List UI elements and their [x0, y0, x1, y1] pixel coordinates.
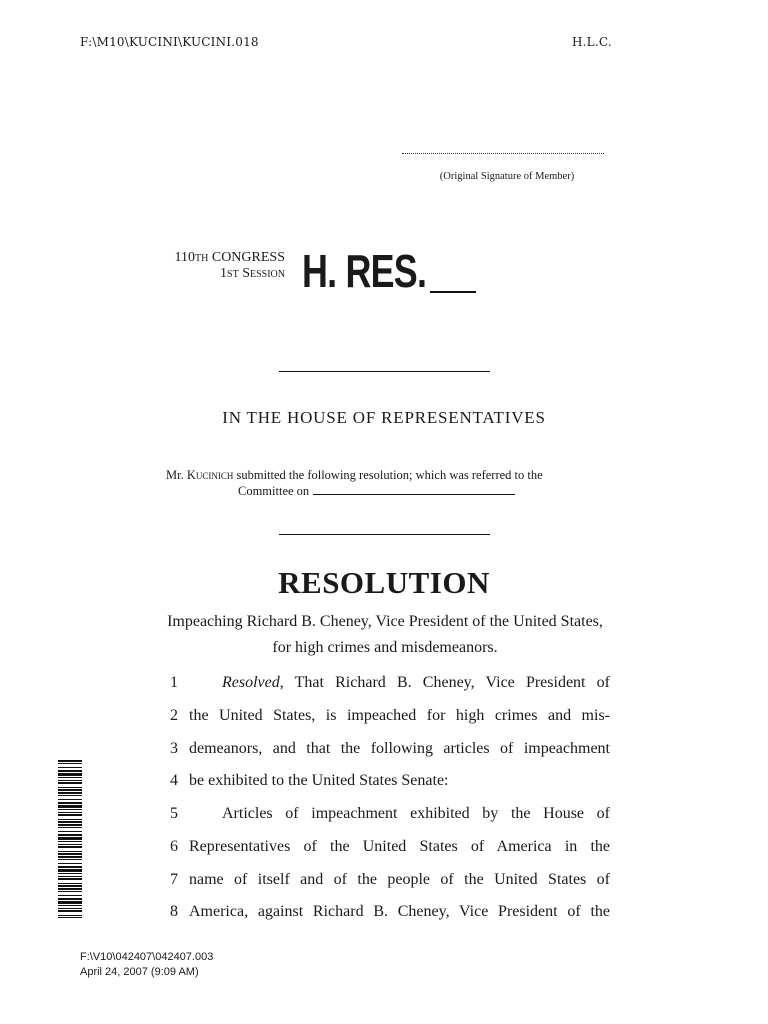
resolved-word: Resolved — [222, 674, 280, 691]
congress-session-block — [150, 250, 285, 282]
line-number: 5 — [170, 805, 178, 822]
congress-suffix: th — [195, 250, 209, 265]
barcode-image — [58, 760, 82, 918]
header-file-path: F:\M10\KUCINI\KUCINI.018 — [80, 35, 259, 49]
session-suffix: st — [227, 266, 239, 281]
congress-line — [150, 250, 285, 266]
committee-blank — [313, 482, 515, 495]
text-line: name of itself and of the people of the United States of — [189, 871, 610, 888]
congress-word: CONGRESS — [211, 250, 285, 265]
text-line: the United States, is impeached for high crimes and mis- — [189, 707, 610, 724]
line-number: 4 — [170, 772, 178, 789]
text-line — [189, 674, 610, 692]
line-content: Articles of impeachment exhibited by the House of — [222, 805, 610, 822]
divider-rule — [279, 371, 490, 372]
signature-label: (Original Signature of Member) — [439, 171, 575, 182]
line-number: 8 — [170, 903, 178, 920]
committee-line — [238, 482, 515, 499]
purpose-statement: Impeaching Richard B. Cheney, Vice President of the United States, for high crimes and misdemeanors. — [167, 613, 603, 656]
bill-type: H. RES. — [302, 245, 427, 297]
session-number: 1 — [220, 266, 228, 281]
committee-label: Committee on — [238, 484, 310, 498]
footer-date: April 24, 2007 (9:09 AM) — [80, 966, 199, 978]
congress-number: 110 — [174, 250, 196, 265]
text-line: America, against Richard B. Cheney, Vice President of the — [189, 903, 610, 920]
footer-file-path: F:\V10\042407\042407.003 — [80, 951, 214, 963]
bill-number-blank — [430, 291, 476, 293]
session-line — [150, 266, 285, 282]
line-number: 6 — [170, 838, 178, 855]
text-line: Representatives of the United States of America in the — [189, 838, 610, 855]
header-office-code: H.L.C. — [572, 35, 612, 49]
divider-rule — [279, 534, 490, 535]
signature-line — [402, 153, 604, 154]
house-heading: IN THE HOUSE OF REPRESENTATIVES — [222, 408, 546, 427]
line-content: , That Richard B. Cheney, Vice President of — [279, 674, 610, 691]
text-line: be exhibited to the United States Senate: — [189, 772, 449, 789]
session-word: Session — [242, 266, 285, 281]
sponsor-name: Kucinich — [186, 468, 234, 482]
sponsor-title: Mr. — [166, 468, 184, 482]
line-number: 2 — [170, 707, 178, 724]
document-title: RESOLUTION — [278, 565, 490, 600]
text-line — [189, 805, 610, 823]
line-number: 3 — [170, 740, 178, 757]
line-number: 7 — [170, 871, 178, 888]
line-number: 1 — [170, 674, 178, 691]
introduction-body: submitted the following resolution; which was referred to the — [233, 468, 543, 482]
text-line: demeanors, and that the following articles of impeachment — [189, 740, 610, 757]
